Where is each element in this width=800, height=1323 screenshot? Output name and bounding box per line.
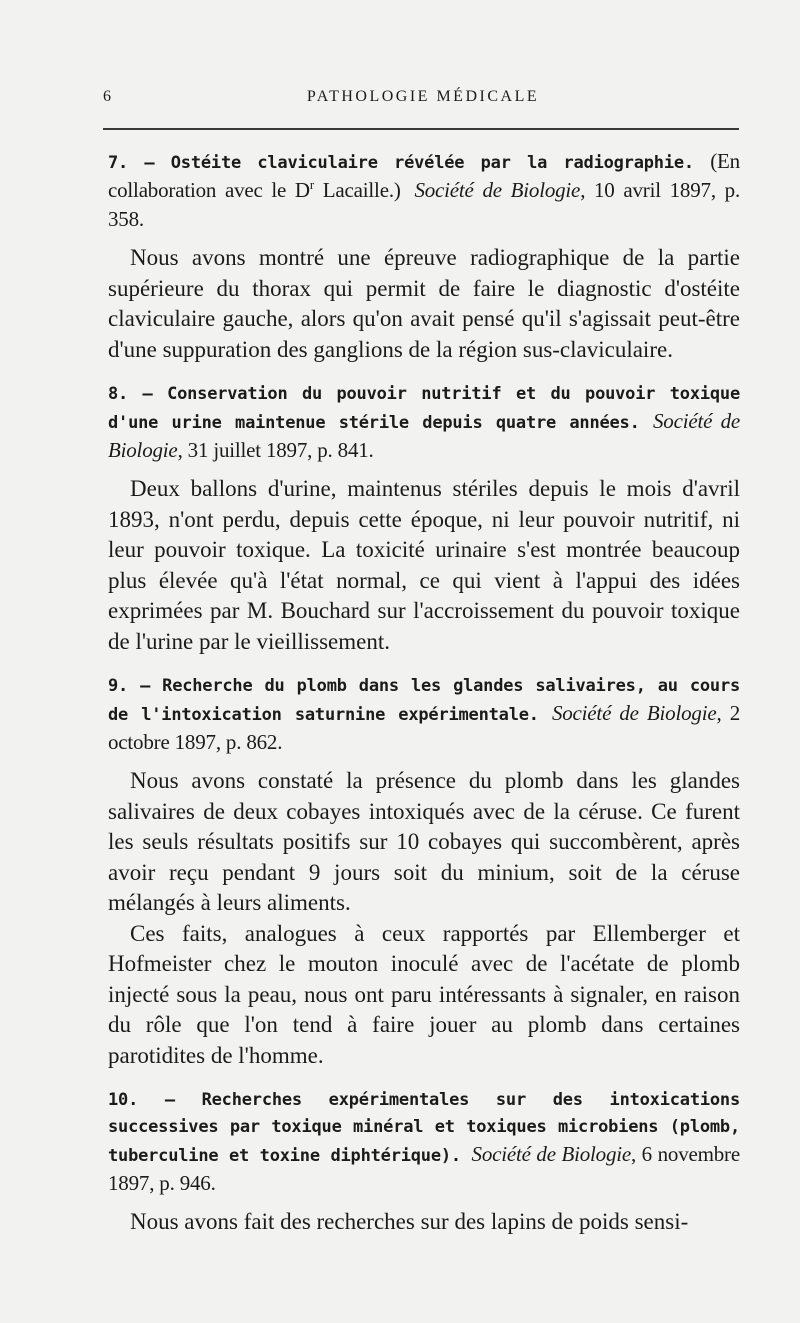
entry-7-collab-text: (En collaboration avec le D xyxy=(108,149,740,202)
running-title: PATHOLOGIE MÉDICALE xyxy=(306,88,540,105)
entry-10-number: 10. — xyxy=(108,1090,175,1110)
entry-10-title: Recherches expérimentales sur des intoxications successives par toxique minéral et toxiques microbiens (plomb, tuberculine et toxine diphtérique). xyxy=(108,1090,740,1166)
entry-7-journal: Société de Biologie xyxy=(414,178,581,202)
entry-10-ref: , 6 novembre 1897, p. 946. xyxy=(108,1142,740,1195)
entry-8-heading xyxy=(108,381,740,466)
entry-8-number: 8. — xyxy=(108,384,153,404)
entry-7-heading xyxy=(108,148,740,235)
entry-9-heading xyxy=(108,673,740,758)
entry-7-title: Ostéite claviculaire révélée par la radiographie. xyxy=(170,153,694,173)
entry-8-journal: Société de Biologie xyxy=(108,409,740,462)
entry-9-paragraph-1: Nous avons constaté la présence du plomb dans les glandes salivaires de deux cobayes intoxiqués avec de la céruse. Ce furent les seuls résultats positifs sur 10 cobayes qui succombèrent, après avoir reçu pendant 9 jours soit du minium, soit de la céruse mélangés à leurs aliments. xyxy=(108,768,740,915)
entry-9-journal: Société de Biologie xyxy=(551,701,717,725)
entry-7-collab-sup: r xyxy=(309,177,315,192)
entry-8-paragraph: Deux ballons d'urine, maintenus stériles depuis le mois d'avril 1893, n'ont perdu, depuis cette époque, ni leur pouvoir nutritif, ni leur pouvoir toxique. La toxicité urinaire s'est montrée beaucoup plus élevée qu'à l'état normal, ce qui vient à l'appui des idées exprimées par M. Bouchard sur l'accroissement du pouvoir toxique de l'urine par le vieillissement. xyxy=(108,476,740,654)
entry-9-ref: , 2 octobre 1897, p. 862. xyxy=(108,701,740,754)
page-header xyxy=(103,88,743,112)
entry-9-number: 9. — xyxy=(108,676,151,696)
entry-10-paragraph: Nous avons fait des recherches sur des lapins de poids sensi- xyxy=(130,1209,689,1234)
entry-8-ref: , 31 juillet 1897, p. 841. xyxy=(177,438,374,462)
header-rule xyxy=(103,128,739,130)
entry-7-paragraph: Nous avons montré une épreuve radiographique de la partie supérieure du thorax qui permit de faire le diagnostic d'ostéite claviculaire gauche, alors qu'on avait pensé qu'il s'agissait peut-être d'une suppuration des ganglions de la région sus-claviculaire. xyxy=(108,245,740,362)
entry-10-journal: Société de Biologie xyxy=(471,1142,631,1166)
entry-9-paragraph-2: Ces faits, analogues à ceux rapportés par Ellemberger et Hofmeister chez le mouton inoculé avec de l'acétate de plomb injecté sous la peau, nous ont paru intéressants à signaler, en raison du rôle que l'on tend à faire jouer au plomb dans certaines parotidites de l'homme. xyxy=(108,920,740,1068)
entry-7-number: 7. — xyxy=(108,153,155,173)
entry-7-collab-end: Lacaille.) xyxy=(314,178,401,202)
page-body xyxy=(108,148,740,1238)
entry-7-ref: , 10 avril 1897, p. 358. xyxy=(108,178,740,231)
entry-9-title: Recherche du plomb dans les glandes salivaires, au cours de l'intoxication saturnine expérimentale. xyxy=(108,676,741,725)
page-number: 6 xyxy=(103,88,112,105)
entry-10-heading xyxy=(108,1087,740,1199)
entry-8-title: Conservation du pouvoir nutritif et du pouvoir toxique d'une urine maintenue stérile depuis quatre années. xyxy=(108,384,740,433)
